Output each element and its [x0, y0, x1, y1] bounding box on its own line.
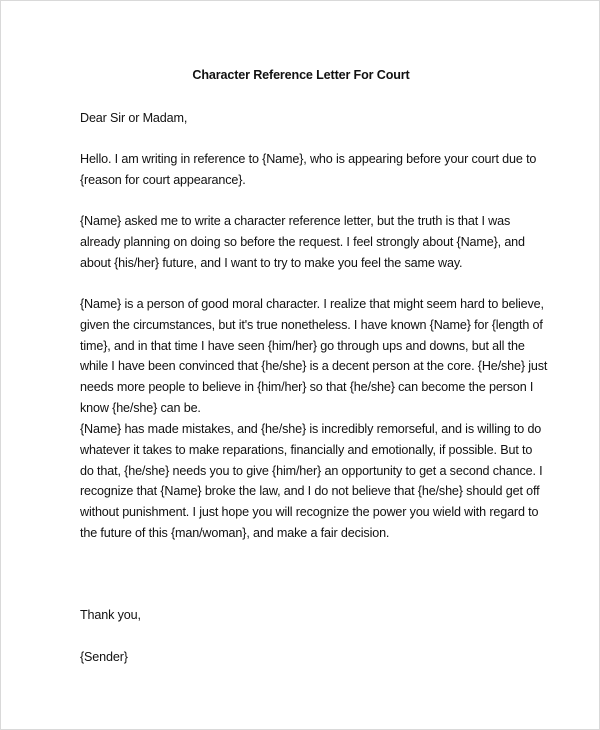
text-line: {Name} has made mistakes, and {he/she} is incredibly remorseful, and is willing to do — [80, 422, 542, 436]
salutation: Dear Sir or Madam, — [80, 111, 188, 125]
text-line: {Name} asked me to write a character reference letter, but the truth is that I was — [80, 214, 511, 228]
text-line: {Name} is a person of good moral character. I realize that might seem hard to believe, — [80, 297, 544, 311]
text-line: without punishment. I just hope you will recognize the power you wield with regard to — [80, 505, 539, 520]
paragraph-2 — [80, 211, 525, 273]
paragraph-4 — [80, 419, 543, 544]
text-line: know {he/she} can be. — [80, 400, 201, 415]
paragraph-3 — [80, 294, 547, 419]
paragraph-1 — [80, 149, 536, 191]
text-line: already planning on doing so before the request. I feel strongly about {Name}, and — [80, 234, 525, 249]
sender-signature: {Sender} — [80, 650, 128, 664]
text-line: whatever it takes to make reparations, financially and emotionally, if possible. But to — [80, 442, 533, 457]
text-line: needs more people to believe in {him/her} so that {he/she} can become the person I — [80, 380, 534, 395]
text-line: given the circumstances, but it's true nonetheless. I have known {Name} for {length of — [80, 317, 543, 332]
letter-title: Character Reference Letter For Court — [192, 68, 410, 82]
closing: Thank you, — [80, 608, 141, 622]
text-line: time}, and in that time I have seen {him/her} go through ups and downs, but all the — [80, 338, 525, 353]
text-line: about {his/her} future, and I want to try to make you feel the same way. — [80, 255, 463, 270]
text-line: recognize that {Name} broke the law, and I do not believe that {he/she} should get off — [80, 484, 540, 499]
text-line: Hello. I am writing in reference to {Name}, who is appearing before your court due to — [80, 152, 537, 166]
text-line: {reason for court appearance}. — [80, 172, 246, 187]
text-line: while I have been convinced that {he/she} is a decent person at the core. {He/she} just — [80, 359, 548, 374]
text-line: do that, {he/she} needs you to give {him/her} an opportunity to get a second chance. I — [80, 463, 543, 478]
text-line: the future of this {man/woman}, and make a fair decision. — [80, 525, 390, 540]
